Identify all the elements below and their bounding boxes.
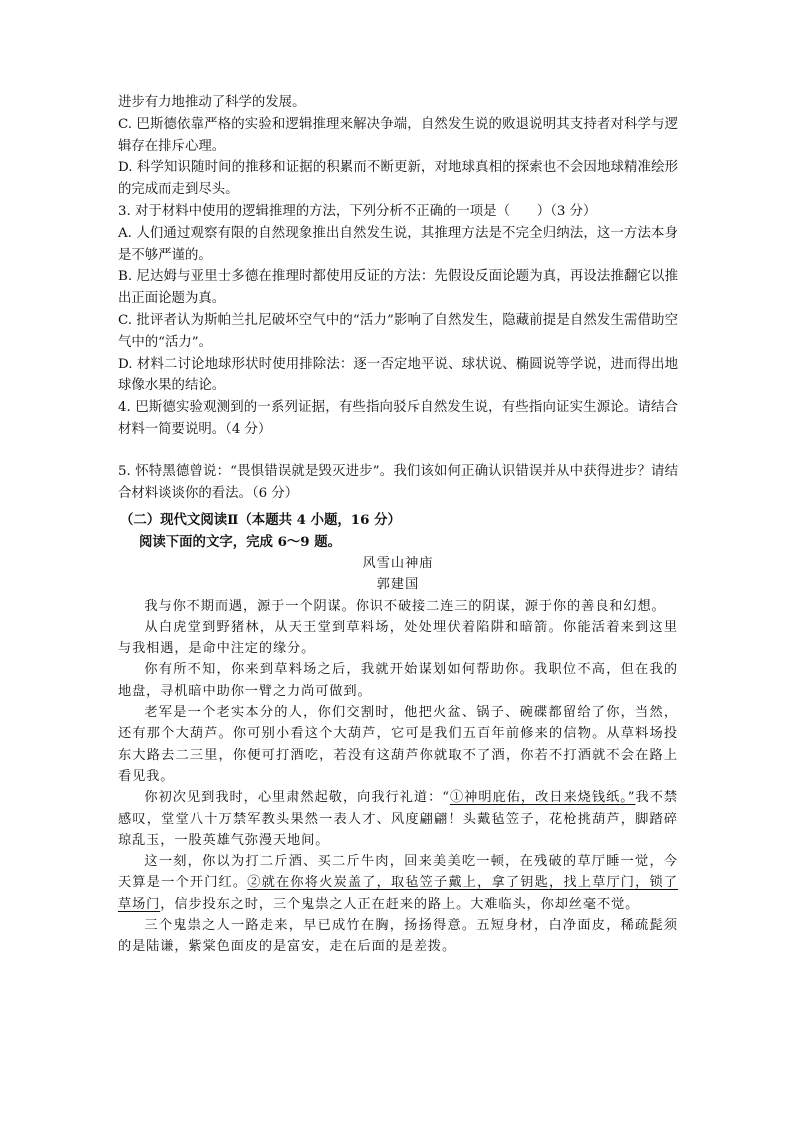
story-paragraph-1: 我与你不期而遇，源于一个阴谋。你识不破接二连三的阴谋，源于你的善良和幻想。 <box>144 598 666 614</box>
option-a-question3: A. 人们通过观察有限的自然现象推出自然发生说，其推理方法是不完全归纳法，这一方法本身是不够严谨的。 <box>118 225 678 263</box>
section-heading: （二）现代文阅读Ⅱ（本题共 4 小题，16 分） <box>120 512 401 528</box>
option-c-question3: C. 批评者认为斯帕兰扎尼破坏空气中的“活力”影响了自然发生，隐藏前提是自然发生需借助空气中的“活力”。 <box>118 312 678 350</box>
text-line: 进步有力地推动了科学的发展。 <box>118 95 306 110</box>
option-c-question2: C. 巴斯德依靠严格的实验和逻辑推理来解决争端，自然发生说的败退说明其支持者对科学与逻辑存在排斥心理。 <box>118 116 678 154</box>
section-heading-block <box>118 510 678 553</box>
story-paragraph-5 <box>118 787 678 851</box>
text-run: 你初次见到我时，心里肃然起敬，向我行礼道：“ <box>144 790 450 806</box>
story-paragraph-4: 老军是一个老实本分的人，你们交割时，他把火盆、锅子、碗碟都留给了你，当然，还有那个大葫芦。你可别小看这个大葫芦，它可是我们五百年前修来的信物。从草料场投东大路去二三里，你便可打酒吃，若没有这葫芦你就取不了酒，你若不打酒就不会在路上看见我。 <box>118 705 678 784</box>
story-paragraph-6 <box>118 851 678 915</box>
story-paragraph-7: 三个鬼祟之人一路走来，早已成竹在胸，扬扬得意。五短身材，白净面皮，稀疏髭须的是陆谦，紫棠色面皮的是富安，走在后面的是差拨。 <box>118 918 678 955</box>
answer-space <box>118 441 678 461</box>
question-3-stem: 3. 对于材料中使用的逻辑推理的方法，下列分析不正确的一项是（ ）（3 分） <box>118 203 597 219</box>
option-d-question2: D. 科学知识随时间的推移和证据的积累而不断更新，对地球真相的探索也不会因地球精准绘形的完成而走到尽头。 <box>118 160 678 198</box>
story-author: 郭建国 <box>376 577 420 593</box>
story-title: 风雪山神庙 <box>362 556 434 571</box>
story-paragraph-3: 你有所不知，你来到草料场之后，我就开始谋划如何帮助你。我职位不高，但在我的地盘，寻机暗中助你一臂之力尚可做到。 <box>118 662 678 699</box>
story-paragraph-2: 从白虎堂到野猪林，从天王堂到草料场，处处埋伏着陷阱和暗箭。你能活着来到这里与我相遇，是命中注定的缘分。 <box>118 619 678 657</box>
story-passage <box>118 553 678 958</box>
underlined-sentence-2: ②就在你将火炭盖了，取毡笠子戴上，拿了钥匙，找上草厅门，锁了草场门 <box>118 875 678 912</box>
question-section <box>118 92 678 504</box>
question-5: 5. 怀特黑德曾说：“畏惧错误就是毁灭进步”。我们该如何正确认识错误并从中获得进步？请结合材料谈谈你的看法。（6 分） <box>118 463 678 501</box>
question-4: 4. 巴斯德实验观测到的一系列证据，有些指向驳斥自然发生说，有些指向证实生源论。请结合材料一简要说明。（4 分） <box>118 400 678 437</box>
option-d-question3: D. 材料二讨论地球形状时使用排除法：逐一否定地平说、球状说、椭圆说等学说，进而得出地球像水果的结论。 <box>118 356 678 394</box>
text-run: 这一刻，你以为打二斤酒、买二斤牛肉，回来美美吃一顿，在残破的草厅睡一觉，今天算是一个开门红。 <box>118 854 678 891</box>
reading-instruction: 阅读下面的文字，完成 6～9 题。 <box>139 533 342 550</box>
text-run: 我不禁感叹，堂堂八十万禁军教头果然一表人才、风度翩翩！头戴毡笠子，花枪挑葫芦，脚踏碎琼乱玉，一股英雄气弥漫天地间。 <box>118 790 678 848</box>
underlined-sentence-1: ①神明庇佑，改日来烧钱纸。” <box>449 790 636 806</box>
text-run: ，信步投东之时，三个鬼祟之人正在赶来的路上。大难临头，你却丝毫不觉。 <box>160 896 640 912</box>
option-b-question3: B. 尼达姆与亚里士多德在推理时都使用反证的方法：先假设反面论题为真，再设法推翻它以推出正面论题为真。 <box>118 269 678 307</box>
